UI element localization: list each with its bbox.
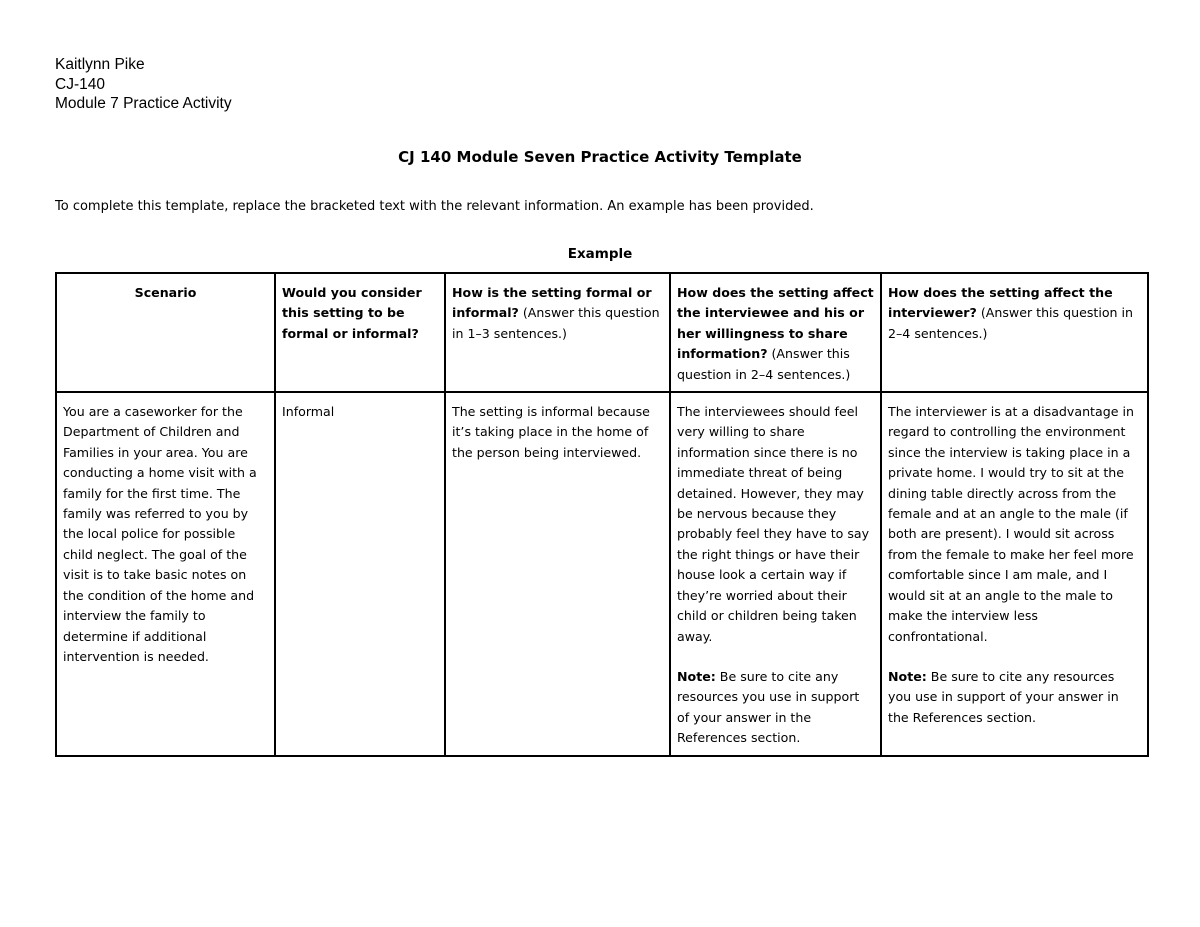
table-header-row [56,273,1148,392]
cell-formal-informal: Informal [275,392,445,756]
example-heading: Example [567,246,633,262]
header-affect-interviewee-question: How does the setting affect the interviewee and his or her willingness to share information? [677,285,874,362]
header-formal-informal [275,273,445,392]
instructions-text: To complete this template, replace the bracketed text with the relevant information. An example has been provided. [55,199,814,214]
cell-affect-interviewee-text: The interviewees should feel very willing to share information since there is no immediate threat of being detained. However, they may be nervous because they probably feel they have to say the right things or have their house look a certain way if they’re worried about their child or children being taken away. [677,404,870,644]
table-row [56,392,1148,756]
note-label: Note: [888,668,927,684]
cell-scenario: You are a caseworker for the Department of Children and Families in your area. You are conducting a home visit with a family for the first time. The family was referred to you by the local police for possible child neglect. The goal of the visit is to take basic notes on the condition of the home and interview the family to determine if additional intervention is needed. [56,392,275,756]
header-how-formal [445,273,670,392]
header-affect-interviewer [881,273,1148,392]
document-title: CJ 140 Module Seven Practice Activity Template [398,148,802,166]
header-scenario-label: Scenario [134,285,197,300]
note-text: Be sure to cite any resources you use in support of your answer in the References section. [677,668,860,746]
course-code: CJ-140 [55,75,105,93]
assignment-name: Module 7 Practice Activity [55,95,232,112]
document-header [55,55,232,114]
cell-affect-interviewer [881,392,1148,756]
example-table [55,272,1149,757]
author-name: Kaitlynn Pike [55,56,145,73]
header-how-formal-hint: (Answer this question in 1–3 sentences.) [452,305,660,341]
header-scenario [56,273,275,392]
cell-affect-interviewer-text: The interviewer is at a disadvantage in regard to controlling the environment since the interview is taking place in a private home. I would try to sit at the dining table directly across from the female and at an angle to the male (if both are present). I would sit across from the female to make her feel more comfortable since I am male, and I would sit at an angle to the male to make the interview less confrontational. [888,404,1134,644]
header-affect-interviewer-hint: (Answer this question in 2–4 sentences.) [888,305,1134,341]
header-affect-interviewee-hint: (Answer this question in 2–4 sentences.) [677,346,851,382]
header-affect-interviewee [670,273,881,392]
note-label: Note: [677,668,716,684]
cell-affect-interviewer-note [888,667,1141,728]
cell-affect-interviewee-note [677,667,874,749]
header-how-formal-question: How is the setting formal or informal? [452,285,652,321]
header-formal-informal-label: Would you consider this setting to be formal or informal? [282,285,422,341]
cell-how-formal: The setting is informal because it’s taking place in the home of the person being interviewed. [445,392,670,756]
note-text: Be sure to cite any resources you use in support of your answer in the References section. [888,668,1119,725]
cell-affect-interviewee [670,392,881,756]
header-affect-interviewer-question: How does the setting affect the interviewer? [888,285,1113,321]
